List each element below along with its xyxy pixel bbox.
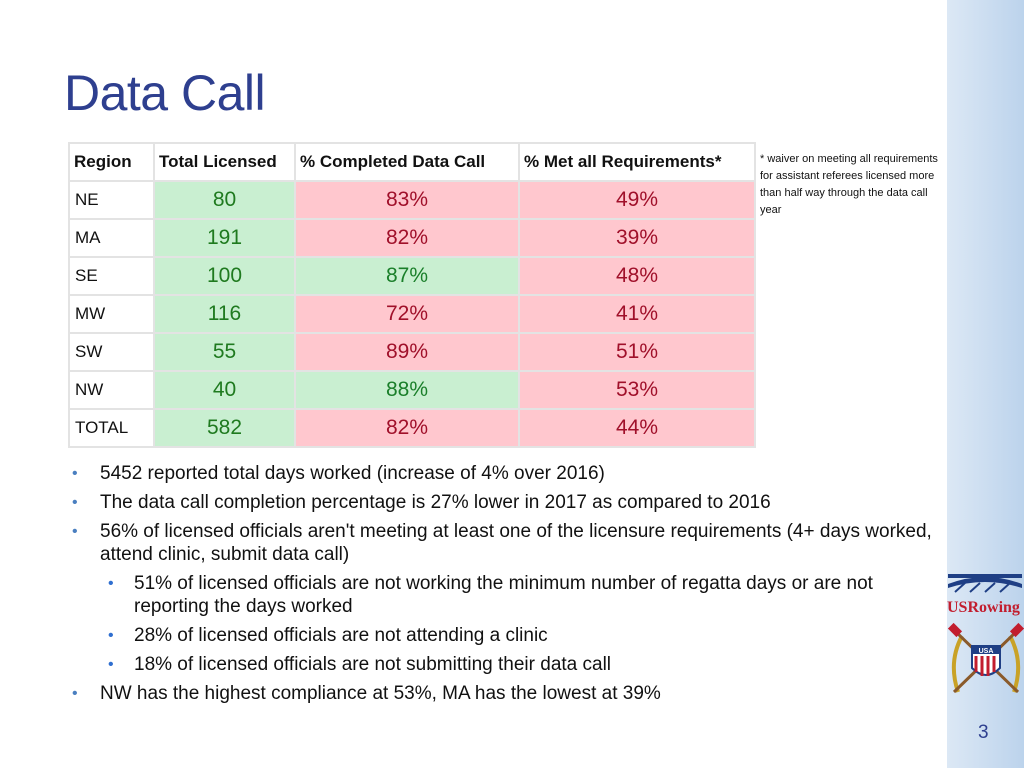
header-completed-data-call: % Completed Data Call [295,143,519,181]
bullet-dot-icon: • [72,523,78,540]
cell-region: TOTAL [69,409,154,447]
cell-completed-data-call: 82% [295,219,519,257]
bullet-text: 18% of licensed officials are not submitting their data call [134,654,612,675]
table-row [69,181,755,219]
bullet-dot-icon: • [108,575,114,592]
waiver-footnote: * waiver on meeting all requirements for assistant referees licensed more than half way through the data call year [760,153,938,216]
table-row [69,409,755,447]
bullet-list [72,462,932,711]
bullet-dot-icon: • [108,656,114,673]
table-body [69,181,755,447]
table-row [69,219,755,257]
cell-region: MW [69,295,154,333]
cell-completed-data-call: 83% [295,181,519,219]
cell-completed-data-call: 87% [295,257,519,295]
cell-met-all-requirements: 53% [519,371,755,409]
page-number: 3 [978,722,989,743]
cell-total-licensed: 55 [154,333,295,371]
cell-region: SW [69,333,154,371]
bullet-item [72,520,932,566]
cell-met-all-requirements: 41% [519,295,755,333]
bullet-text: 28% of licensed officials are not attending a clinic [134,625,548,646]
bullet-text: The data call completion percentage is 27% lower in 2017 as compared to 2016 [100,492,771,513]
table-header-row [69,143,755,181]
cell-region: NE [69,181,154,219]
sub-bullet-item [72,653,932,676]
cell-completed-data-call: 88% [295,371,519,409]
cell-completed-data-call: 72% [295,295,519,333]
header-total-licensed: Total Licensed [154,143,295,181]
cell-completed-data-call: 82% [295,409,519,447]
bullet-dot-icon: • [72,685,78,702]
cell-met-all-requirements: 48% [519,257,755,295]
badge-text: USA [978,648,994,655]
bullet-dot-icon: • [72,494,78,511]
bullet-dot-icon: • [72,465,78,482]
cell-total-licensed: 116 [154,295,295,333]
bullet-item [72,682,932,705]
table-row [69,371,755,409]
cell-total-licensed: 100 [154,257,295,295]
cell-total-licensed: 582 [154,409,295,447]
header-region: Region [69,143,154,181]
cell-met-all-requirements: 39% [519,219,755,257]
cell-met-all-requirements: 49% [519,181,755,219]
bullet-text: 56% of licensed officials aren't meeting at least one of the licensure requirements (4+ days worked, attend clinic, submit data call) [100,521,932,565]
usa-oars-badge-icon [948,622,1024,702]
bullet-text: NW has the highest compliance at 53%, MA has the lowest at 39% [100,683,661,704]
cell-region: NW [69,371,154,409]
usrowing-logo-text: USRowing [947,599,1020,616]
cell-completed-data-call: 89% [295,333,519,371]
cell-region: MA [69,219,154,257]
bullet-text: 5452 reported total days worked (increase of 4% over 2016) [100,463,605,484]
cell-region: SE [69,257,154,295]
bullet-text: 51% of licensed officials are not working the minimum number of regatta days or are not reporting the days worked [134,573,873,617]
header-met-all-requirements: % Met all Requirements* [519,143,755,181]
sub-bullet-item [72,572,932,618]
usrowing-logo [945,570,1024,620]
bullet-item [72,491,932,514]
sub-bullet-item [72,624,932,647]
bullet-item [72,462,932,485]
cell-met-all-requirements: 51% [519,333,755,371]
bullet-dot-icon: • [108,627,114,644]
cell-total-licensed: 40 [154,371,295,409]
table-row [69,295,755,333]
cell-total-licensed: 80 [154,181,295,219]
table-row [69,333,755,371]
table-row [69,257,755,295]
data-call-table [68,142,756,448]
cell-met-all-requirements: 44% [519,409,755,447]
cell-total-licensed: 191 [154,219,295,257]
slide-title: Data Call [64,65,266,121]
